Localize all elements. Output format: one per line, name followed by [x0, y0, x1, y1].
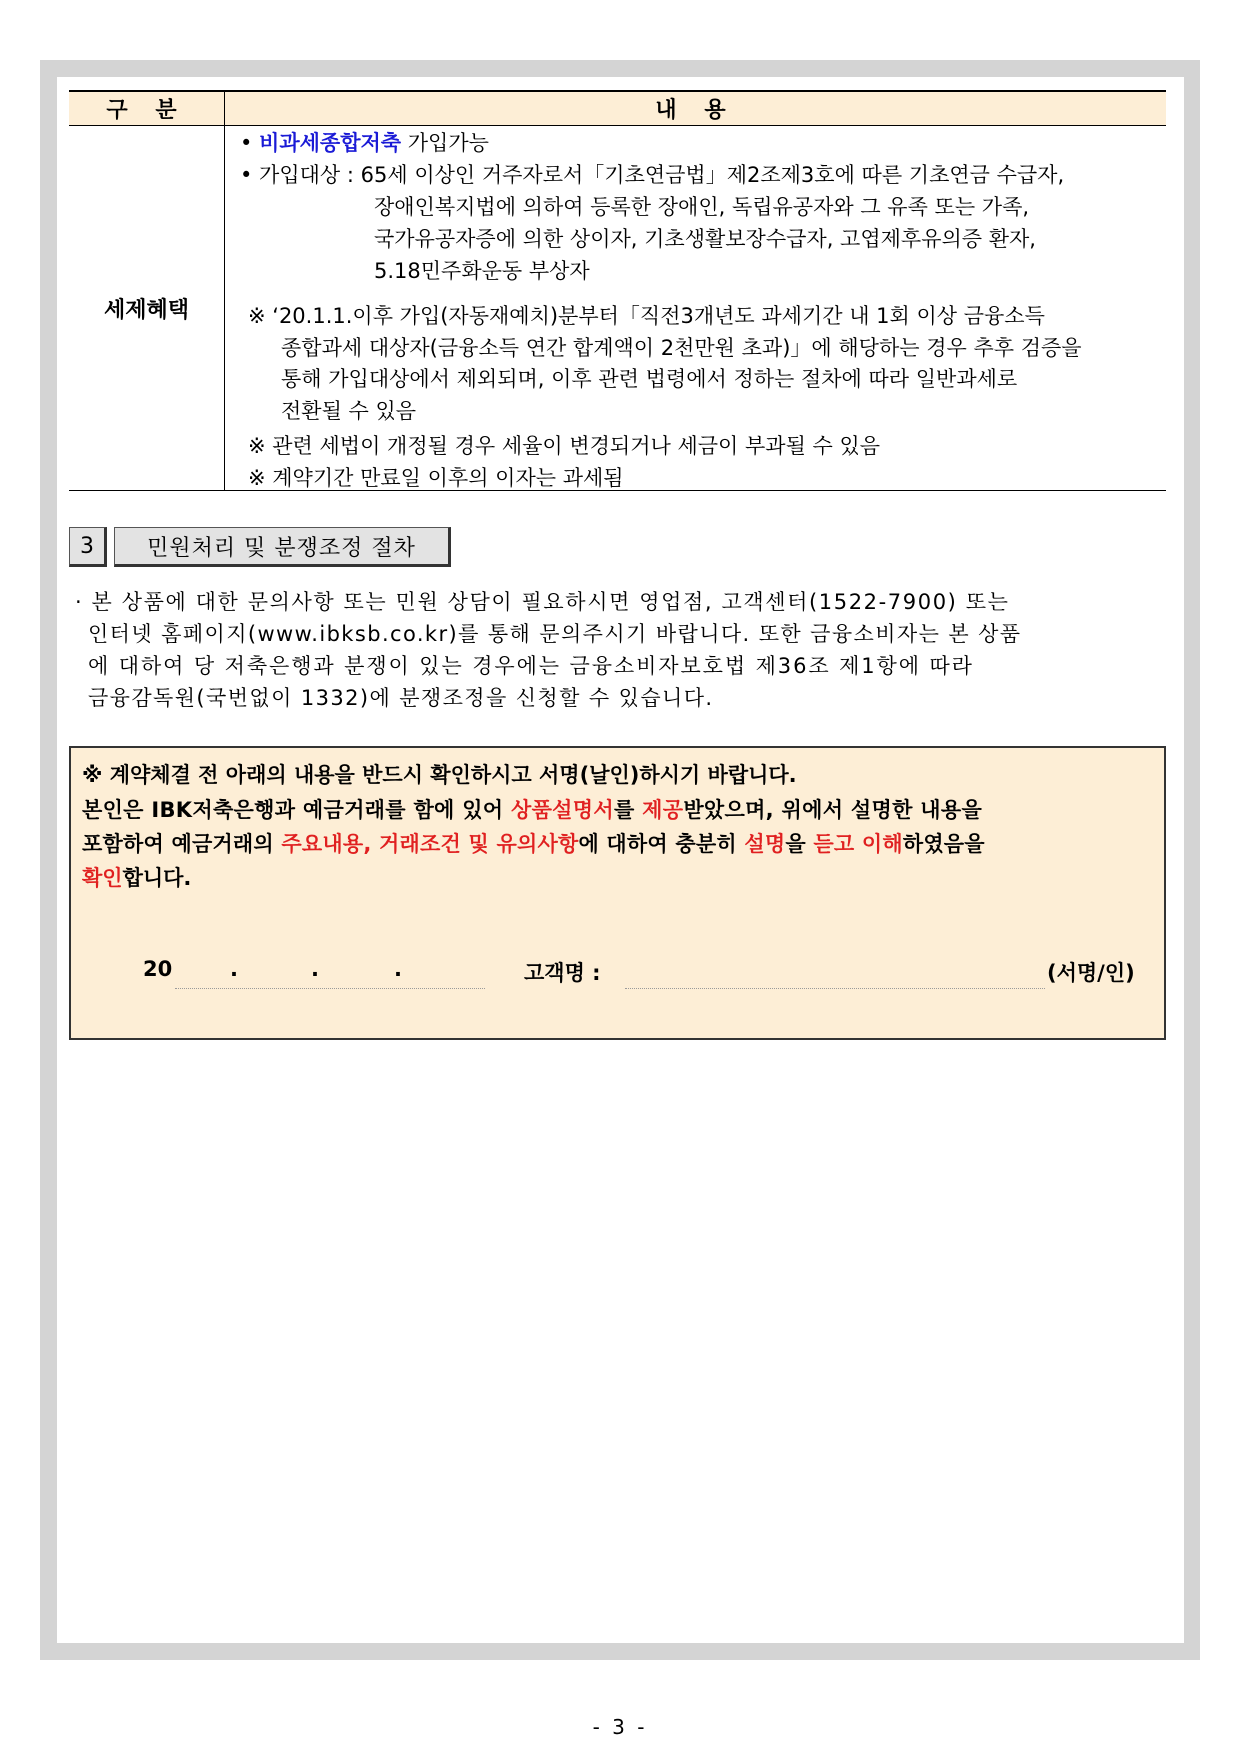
confirmation-box	[69, 746, 1166, 1040]
tax-free-savings-text: 가입가능	[401, 131, 489, 155]
header-category: 구 분	[69, 91, 225, 126]
tax-free-savings-highlight: 비과세종합저축	[259, 131, 402, 155]
note-1-line-4: 전환될 수 있음	[281, 399, 417, 423]
eligibility-line-2: 장애인복지법에 의하여 등록한 장애인, 독립유공자와 그 유족 또는 가족,	[374, 195, 1030, 219]
date-dot-3: .	[394, 957, 402, 981]
confirm-line-4: 확인합니다.	[82, 866, 192, 890]
note-2: ※ 관련 세법이 개정될 경우 세율이 변경되거나 세금이 부과될 수 있음	[248, 434, 881, 458]
section-title: 민원처리 및 분쟁조정 절차	[114, 527, 451, 567]
header-content: 내 용	[225, 91, 1167, 126]
customer-name-label: 고객명 :	[524, 961, 601, 985]
paragraph-line-1: · 본 상품에 대한 문의사항 또는 민원 상담이 필요하시면 영업점, 고객센터(1522-7900) 또는	[75, 590, 1010, 614]
table-header-row	[69, 91, 1166, 126]
paragraph-line-4: 금융감독원(국번없이 1332)에 분쟁조정을 신청할 수 있습니다.	[88, 686, 714, 710]
note-1-line-2: 종합과세 대상자(금융소득 연간 합계액이 2천만원 초과)」에 해당하는 경우 추후 검증을	[281, 336, 1082, 360]
note-3: ※ 계약기간 만료일 이후의 이자는 과세됨	[248, 466, 624, 490]
highlight-explanation: 설명	[744, 832, 786, 856]
paragraph-line-3: 에 대하여 당 저축은행과 분쟁이 있는 경우에는 금융소비자보호법 제36조 제1항에 따라	[88, 654, 974, 678]
confirm-line-2: 본인은 IBK저축은행과 예금거래를 함에 있어 상품설명서를 제공받았으며, 위에서 설명한 내용을	[82, 798, 983, 822]
paragraph-line-2: 인터넷 홈페이지(www.ibksb.co.kr)를 통해 문의주시기 바랍니다. 또한 금융소비자는 본 상품	[88, 622, 1022, 646]
confirm-instruction: ※ 계약체결 전 아래의 내용을 반드시 확인하시고 서명(날인)하시기 바랍니다.	[82, 763, 797, 787]
highlight-understood: 듣고 이해	[813, 832, 903, 856]
note-1-line-1: ※ ‘20.1.1.이후 가입(자동재예치)분부터「직전3개년도 과세기간 내 1회 이상 금융소득	[248, 304, 1045, 328]
date-dot-2: .	[311, 957, 319, 981]
section-number: 3	[69, 527, 107, 567]
signature-label: (서명/인)	[1047, 961, 1135, 985]
highlight-product-manual: 상품설명서	[511, 798, 614, 822]
highlight-provided: 제공	[642, 798, 684, 822]
section-header	[69, 527, 451, 565]
date-underline[interactable]	[175, 988, 485, 989]
page-number: - 3 -	[592, 1715, 648, 1739]
bullet-tax-free-savings-line: • 비과세종합저축 가입가능	[240, 131, 489, 155]
customer-name-line[interactable]	[625, 988, 1045, 989]
highlight-confirm: 확인	[82, 866, 123, 890]
date-year-prefix: 20	[143, 957, 173, 981]
note-1-line-3: 통해 가입대상에서 제외되며, 이후 관련 법령에서 정하는 절차에 따라 일반과세로	[281, 367, 1018, 391]
confirm-line-3: 포함하여 예금거래의 주요내용, 거래조건 및 유의사항에 대하여 충분히 설명을 듣고 이해하였음을	[82, 832, 985, 856]
eligibility-line-4: 5.18민주화운동 부상자	[374, 259, 590, 283]
highlight-main-terms: 주요내용, 거래조건 및 유의사항	[281, 832, 579, 856]
row-label-tax-benefit: 세제혜택	[69, 126, 225, 491]
date-dot-1: .	[230, 957, 238, 981]
eligibility-line-3: 국가유공자증에 의한 상이자, 기초생활보장수급자, 고엽제후유의증 환자,	[374, 227, 1036, 251]
eligibility-line-1: • 가입대상 : 65세 이상인 거주자로서「기초연금법」제2조제3호에 따른 기초연금 수급자,	[240, 163, 1065, 187]
